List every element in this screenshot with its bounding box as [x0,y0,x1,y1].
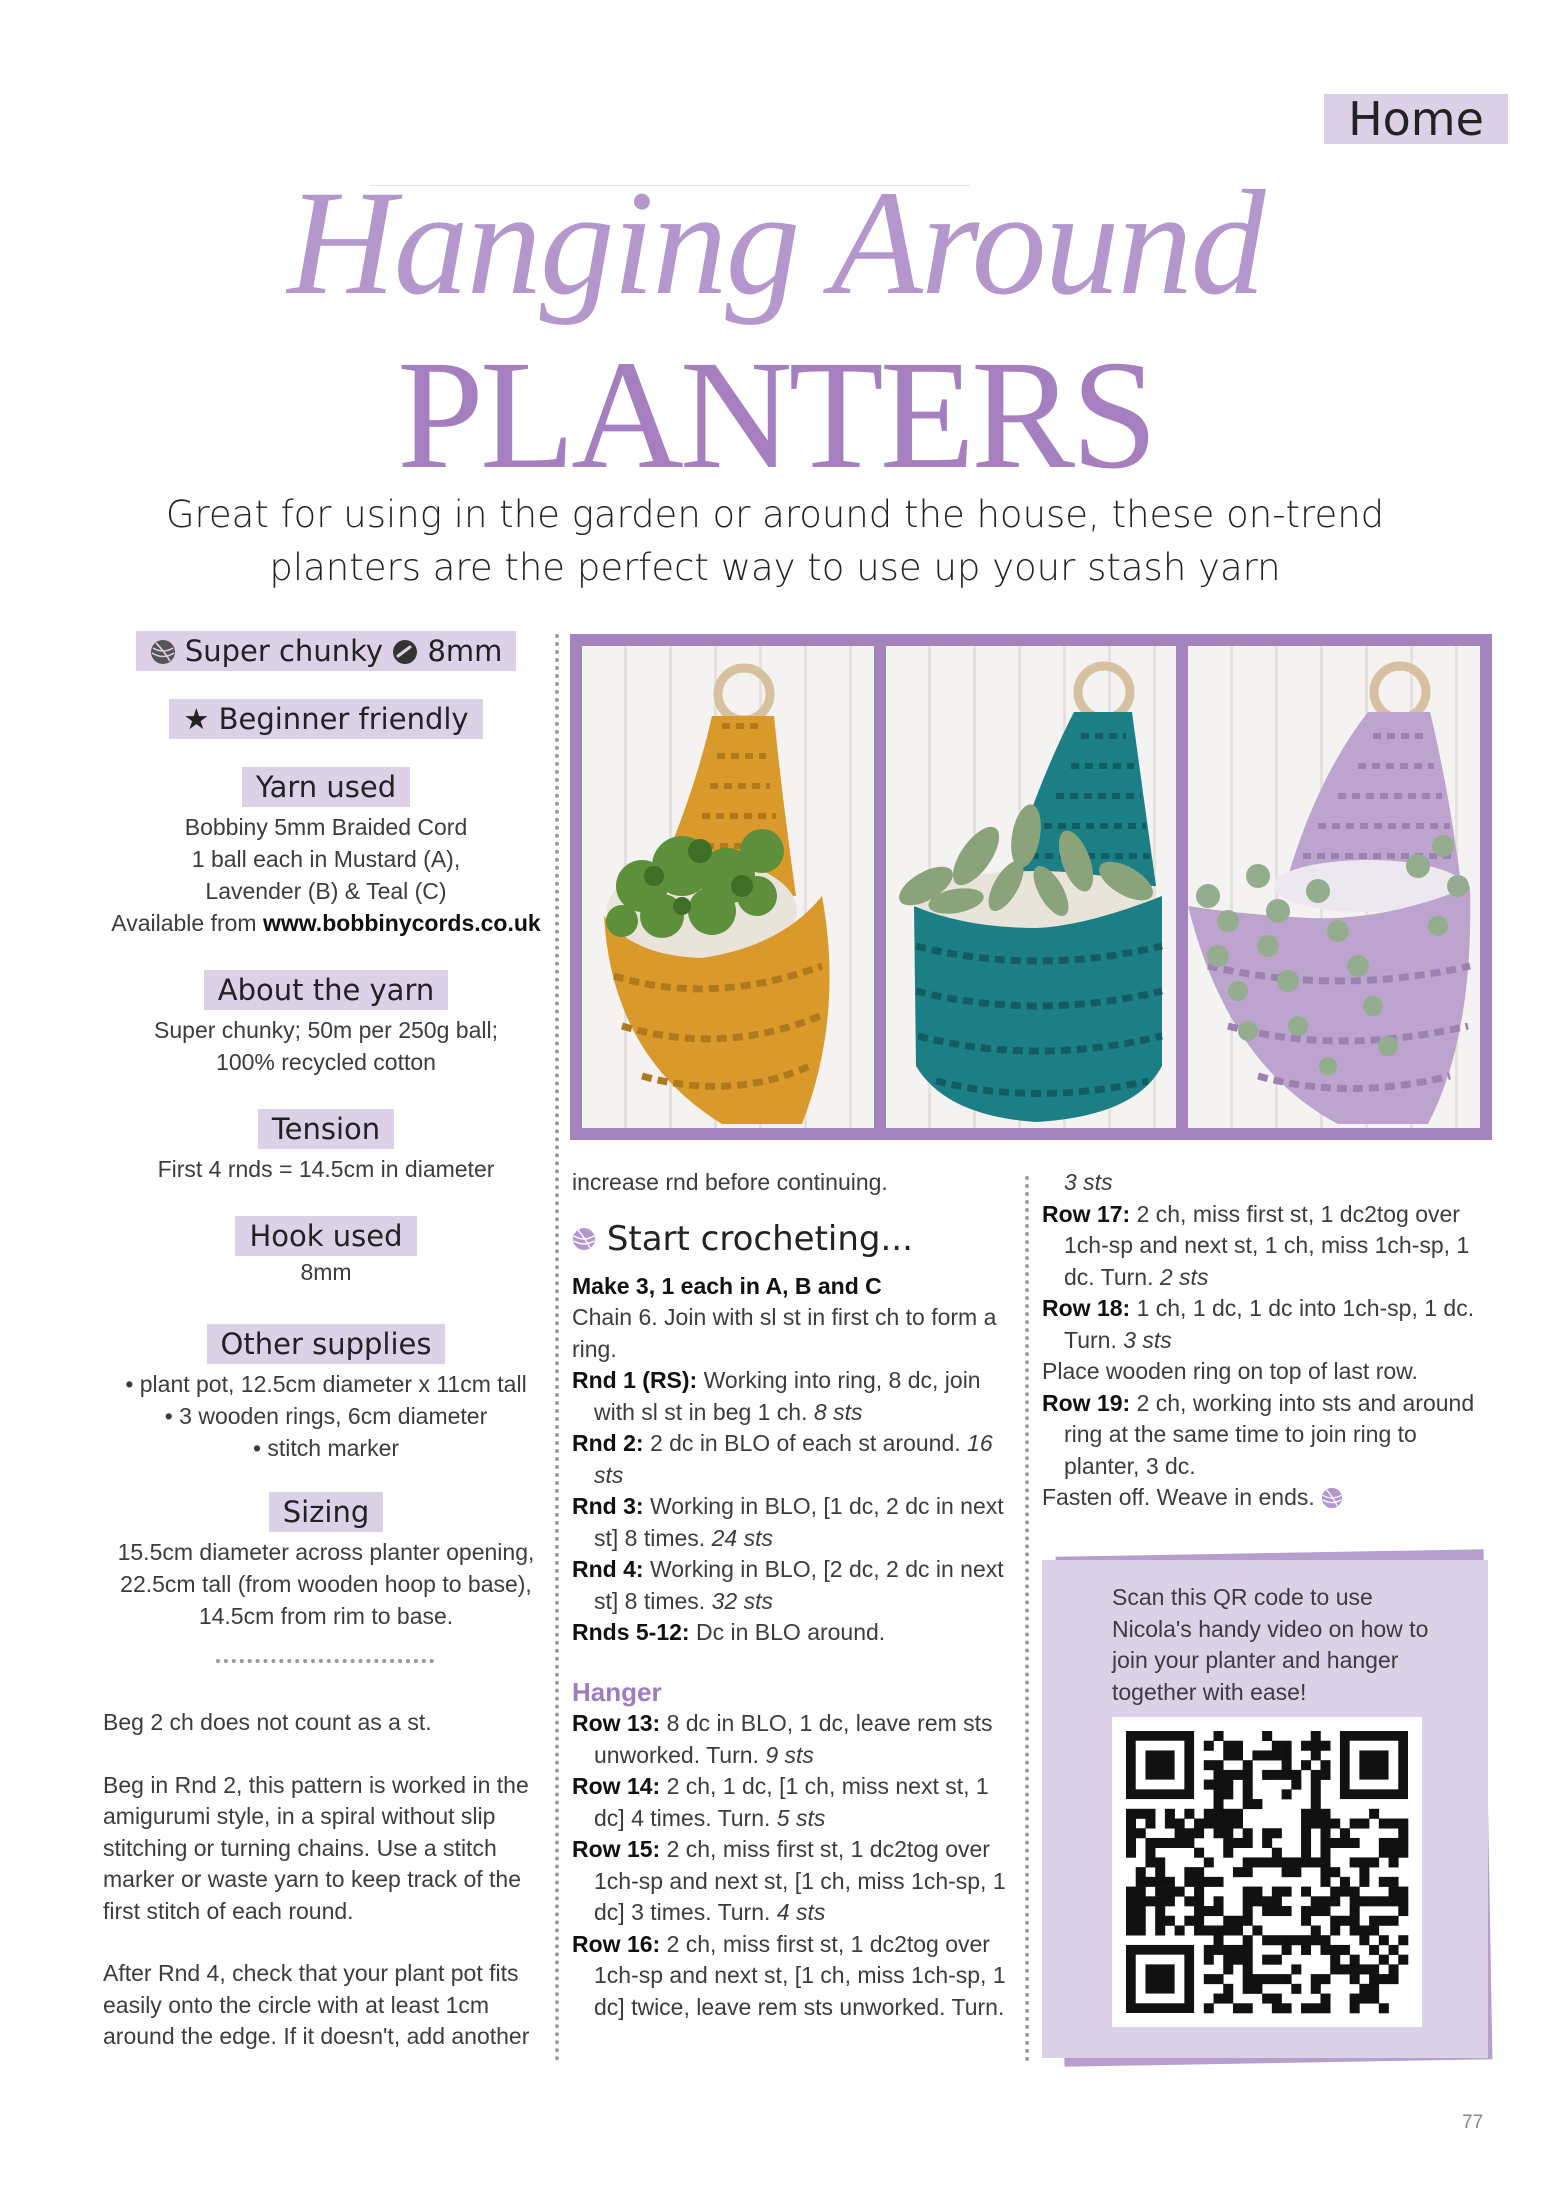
title-script: Hanging Around [287,160,1264,326]
round-4: Rnd 4: Working in BLO, [2 dc, 2 dc in next st] 8 times. 32 sts [572,1556,1004,1614]
column-separator [1025,1176,1029,2062]
pattern-notes [103,1707,533,2084]
sizing-heading: Sizing [269,1492,384,1532]
chain-instruction: Chain 6. Join with sl st in first ch to form a ring. [572,1304,997,1362]
fasten-off-instruction: Fasten off. Weave in ends. [1042,1482,1482,1514]
section-tag: Home [1324,94,1508,144]
note-paragraph: Beg in Rnd 2, this pattern is worked in the amigurumi style, in a spiral without slip stitching or turning chains. Use a stitch marker or waste yarn to keep track of the first stitch of each round. [103,1771,529,1924]
rounds-5-12: Rnds 5-12: Dc in BLO around. [572,1619,886,1645]
lavender-planter-image [1188,646,1480,1128]
tension-heading: Tension [258,1109,394,1149]
supply-item: • stitch marker [252,1435,400,1461]
hook-used-section [96,1216,556,1288]
row-19: Row 19: 2 ch, working into sts and around ring at the same time to join ring to planter, 3 dc. [1042,1389,1475,1479]
start-crocheting-heading: Start crocheting... [572,1217,1012,1261]
supply-item: • 3 wooden rings, 6cm diameter [164,1403,488,1429]
about-yarn-section [96,970,556,1078]
row-16: Row 16: 2 ch, miss first st, 1 dc2tog over 1ch-sp and next st, [1 ch, miss 1ch-sp, 1 dc] twice, leave rem sts unworked. Turn. [572,1930,1006,2020]
note-paragraph: After Rnd 4, check that your plant pot fits easily onto the circle with at least 1cm around the edge. If it doesn't, add another [103,1960,530,2049]
row-17: Row 17: 2 ch, miss first st, 1 dc2tog over 1ch-sp and next st, 1 ch, miss 1ch-sp, 1 dc. Turn. 2 sts [1042,1200,1470,1290]
about-line-2: 100% recycled cotton [216,1049,436,1075]
pattern-column-middle [572,1167,1012,2023]
hook-used-heading: Hook used [235,1216,416,1256]
weight-label: Super chunky [184,634,383,668]
hook-icon [392,639,418,665]
teal-planter-image [886,646,1176,1128]
qr-panel [1042,1560,1488,2058]
weight-badge-row [96,631,556,671]
star-icon: ★ [183,702,210,736]
row-13: Row 13: 8 dc in BLO, 1 dc, leave rem sts unworked. Turn. 9 sts [572,1710,993,1768]
about-line-1: Super chunky; 50m per 250g ball; [154,1017,498,1043]
qr-caption: Scan this QR code to use Nicola's handy video on how to join your planter and hanger together with ease! [1112,1584,1429,1705]
round-3: Rnd 3: Working in BLO, [1 dc, 2 dc in next st] 8 times. 24 sts [572,1493,1004,1551]
supply-item: • plant pot, 12.5cm diameter x 11cm tall [125,1371,527,1397]
title-main: PLANTERS [397,328,1154,501]
hook-used-text: 8mm [300,1259,352,1285]
yarn-ball-icon [572,1227,596,1251]
other-supplies-heading: Other supplies [207,1324,446,1364]
pattern-column-right [1042,1167,1482,1514]
standfirst-line-2: planters are the perfect way to use up your stash yarn [269,546,1281,589]
yarn-line-1: Bobbiny 5mm Braided Cord [184,814,468,840]
dotted-divider [216,1659,434,1663]
yarn-line-2: 1 ball each in Mustard (A), [191,846,461,872]
mustard-planter-image [582,646,874,1128]
sizing-line-2: 22.5cm tall (from wooden hoop to base), [120,1571,532,1597]
planters-photo [570,634,1492,1140]
yarn-ball-icon [150,639,176,665]
standfirst [160,488,1390,594]
yarn-line-3: Lavender (B) & Teal (C) [205,878,447,904]
hanger-heading: Hanger [572,1676,662,1707]
about-yarn-heading: About the yarn [204,970,449,1010]
round-1: Rnd 1 (RS): Working into ring, 8 dc, join with sl st in beg 1 ch. 8 sts [572,1367,981,1425]
place-ring-instruction: Place wooden ring on top of last row. [1042,1358,1418,1384]
other-supplies-section [96,1324,556,1464]
sizing-line-1: 15.5cm diameter across planter opening, [117,1539,535,1565]
note-paragraph: Beg 2 ch does not count as a st. [103,1709,432,1735]
row-14: Row 14: 2 ch, 1 dc, [1 ch, miss next st, 1 dc] 4 times. Turn. 5 sts [572,1773,989,1831]
supplier-link[interactable]: www.bobbinycords.co.uk [262,910,541,936]
sizing-section [96,1492,556,1632]
yarn-used-section [96,767,556,939]
row-16-count: 3 sts [1064,1169,1113,1195]
tension-section [96,1109,556,1185]
yarn-used-heading: Yarn used [242,767,410,807]
sizing-line-3: 14.5cm from rim to base. [198,1603,454,1629]
qr-code[interactable] [1112,1717,1422,2027]
continued-text: increase rnd before continuing. [572,1169,888,1195]
row-18: Row 18: 1 ch, 1 dc, 1 dc into 1ch-sp, 1 dc. Turn. 3 sts [1042,1295,1475,1353]
row-15: Row 15: 2 ch, miss first st, 1 dc2tog over 1ch-sp and next st, [1 ch, miss 1ch-sp, 1 dc] 3 times. Turn. 4 sts [572,1836,1006,1925]
weight-badge [136,631,517,671]
yarn-availability: Available from www.bobbinycords.co.uk [111,910,541,936]
make-instruction: Make 3, 1 each in A, B and C [572,1272,882,1299]
column-separator [555,634,559,2062]
page-number: 77 [1462,2112,1484,2133]
tension-text: First 4 rnds = 14.5cm in diameter [157,1156,495,1182]
level-label: Beginner friendly [218,702,469,736]
hook-size-label: 8mm [427,634,503,668]
yarn-ball-icon [1321,1487,1343,1509]
level-badge-row [96,699,556,739]
round-2: Rnd 2: 2 dc in BLO of each st around. 16 sts [572,1430,993,1488]
level-badge [169,699,482,739]
standfirst-line-1: Great for using in the garden or around the house, these on-trend [165,493,1385,536]
